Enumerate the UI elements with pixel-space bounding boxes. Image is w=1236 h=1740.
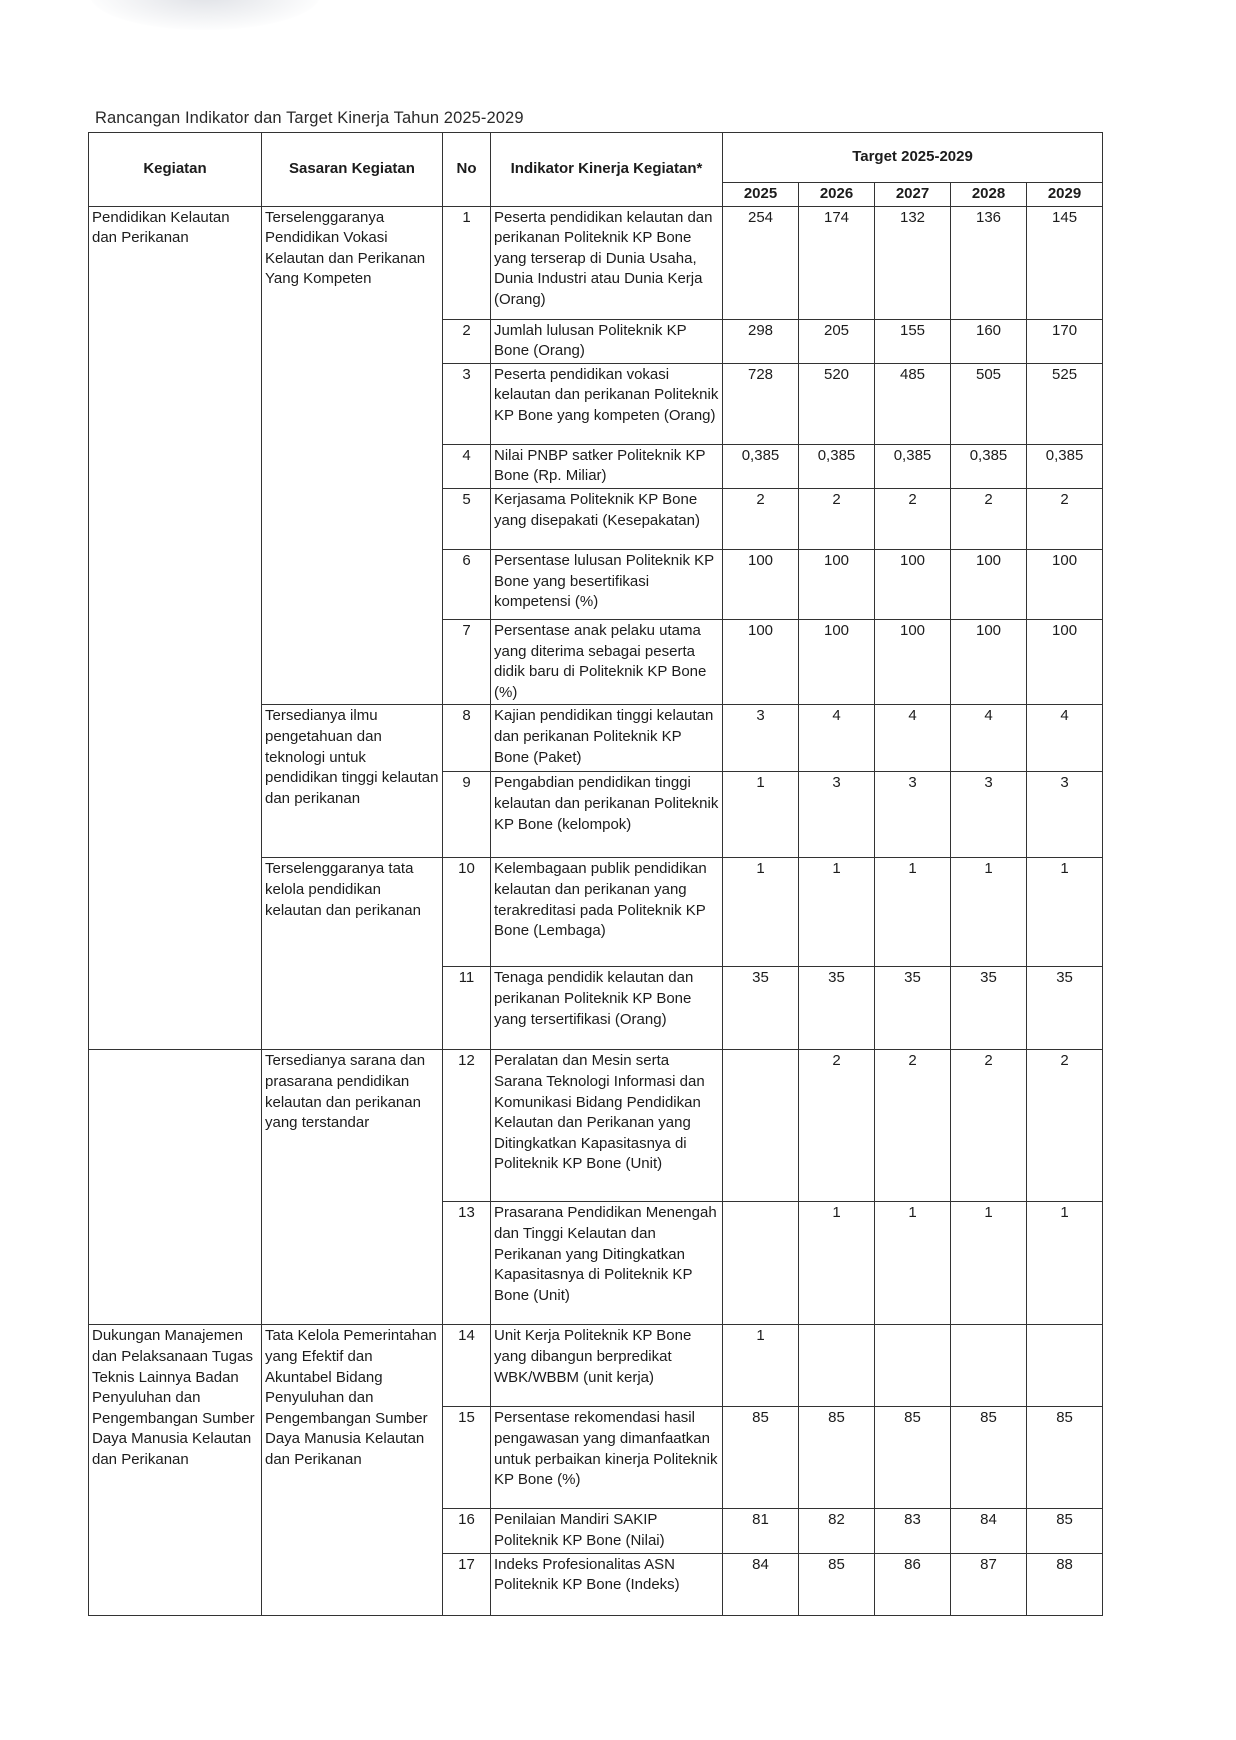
target-2026: 2	[799, 488, 875, 549]
target-2025: 0,385	[723, 444, 799, 488]
indikator-cell: Persentase anak pelaku utama yang diterima sebagai peserta didik baru di Politeknik KP Bone (%)	[491, 619, 723, 704]
target-2025	[723, 1050, 799, 1202]
target-2025: 35	[723, 967, 799, 1050]
indikator-cell: Unit Kerja Politeknik KP Bone yang dibangun berpredikat WBK/WBBM (unit kerja)	[491, 1325, 723, 1407]
row-number: 12	[443, 1050, 491, 1202]
target-2025	[723, 1202, 799, 1325]
target-2028: 35	[951, 967, 1027, 1050]
target-2029: 85	[1027, 1509, 1103, 1553]
indikator-cell: Indeks Profesionalitas ASN Politeknik KP Bone (Indeks)	[491, 1553, 723, 1615]
target-2028: 3	[951, 772, 1027, 858]
target-2026	[799, 1325, 875, 1407]
sasaran-cell: Terselenggaranya tata kelola pendidikan kelautan dan perikanan	[262, 858, 443, 1050]
target-2028: 100	[951, 619, 1027, 704]
target-2026: 100	[799, 549, 875, 619]
indikator-cell: Peserta pendidikan kelautan dan perikanan Politeknik KP Bone yang terserap di Dunia Usaha, Dunia Industri atau Dunia Kerja (Orang)	[491, 206, 723, 319]
target-2025: 1	[723, 772, 799, 858]
header-no: No	[443, 133, 491, 207]
target-2025: 1	[723, 1325, 799, 1407]
target-2028: 136	[951, 206, 1027, 319]
target-2029: 4	[1027, 705, 1103, 772]
target-2027: 85	[875, 1407, 951, 1509]
target-2027: 485	[875, 363, 951, 444]
target-2025: 84	[723, 1553, 799, 1615]
indikator-cell: Persentase rekomendasi hasil pengawasan yang dimanfaatkan untuk perbaikan kinerja Politeknik KP Bone (%)	[491, 1407, 723, 1509]
target-2026: 4	[799, 705, 875, 772]
target-2027: 2	[875, 488, 951, 549]
target-2026: 2	[799, 1050, 875, 1202]
row-number: 7	[443, 619, 491, 704]
target-2028: 160	[951, 319, 1027, 363]
target-2028: 505	[951, 363, 1027, 444]
row-number: 10	[443, 858, 491, 967]
header-indikator: Indikator Kinerja Kegiatan*	[491, 133, 723, 207]
target-2026: 35	[799, 967, 875, 1050]
indikator-cell: Persentase lulusan Politeknik KP Bone yang besertifikasi kompetensi (%)	[491, 549, 723, 619]
indikator-cell: Kerjasama Politeknik KP Bone yang disepakati (Kesepakatan)	[491, 488, 723, 549]
table-row	[89, 206, 1103, 319]
row-number: 2	[443, 319, 491, 363]
target-2026: 205	[799, 319, 875, 363]
target-2028: 2	[951, 1050, 1027, 1202]
row-number: 13	[443, 1202, 491, 1325]
header-year: 2029	[1027, 183, 1103, 207]
target-2026: 100	[799, 619, 875, 704]
target-2029: 145	[1027, 206, 1103, 319]
target-2028: 4	[951, 705, 1027, 772]
row-number: 8	[443, 705, 491, 772]
target-2028: 87	[951, 1553, 1027, 1615]
target-2026: 3	[799, 772, 875, 858]
target-2028	[951, 1325, 1027, 1407]
target-2025: 298	[723, 319, 799, 363]
kegiatan-cell: Pendidikan Kelautan dan Perikanan	[89, 206, 262, 1050]
target-2025: 728	[723, 363, 799, 444]
target-2027: 100	[875, 549, 951, 619]
sasaran-cell: Terselenggaranya Pendidikan Vokasi Kelautan dan Perikanan Yang Kompeten	[262, 206, 443, 705]
target-2029: 35	[1027, 967, 1103, 1050]
indikator-cell: Prasarana Pendidikan Menengah dan Tinggi Kelautan dan Perikanan yang Ditingkatkan Kapasitasnya di Politeknik KP Bone (Unit)	[491, 1202, 723, 1325]
row-number: 11	[443, 967, 491, 1050]
target-2029: 3	[1027, 772, 1103, 858]
scan-smudge	[90, 0, 320, 30]
target-2027: 155	[875, 319, 951, 363]
target-2025: 1	[723, 858, 799, 967]
target-2026: 85	[799, 1553, 875, 1615]
target-2025: 100	[723, 549, 799, 619]
target-2027: 0,385	[875, 444, 951, 488]
target-2029: 170	[1027, 319, 1103, 363]
row-number: 5	[443, 488, 491, 549]
target-2026: 0,385	[799, 444, 875, 488]
target-2027: 132	[875, 206, 951, 319]
header-sasaran: Sasaran Kegiatan	[262, 133, 443, 207]
target-2027: 35	[875, 967, 951, 1050]
target-2029: 100	[1027, 619, 1103, 704]
target-2029: 88	[1027, 1553, 1103, 1615]
indikator-cell: Peserta pendidikan vokasi kelautan dan perikanan Politeknik KP Bone yang kompeten (Orang)	[491, 363, 723, 444]
target-2025: 2	[723, 488, 799, 549]
row-number: 4	[443, 444, 491, 488]
indikator-cell: Kelembagaan publik pendidikan kelautan dan perikanan yang terakreditasi pada Politeknik KP Bone (Lembaga)	[491, 858, 723, 967]
target-2028: 85	[951, 1407, 1027, 1509]
sasaran-cell: Tata Kelola Pemerintahan yang Efektif dan Akuntabel Bidang Penyuluhan dan Pengembangan Sumber Daya Manusia Kelautan dan Perikanan	[262, 1325, 443, 1615]
row-number: 16	[443, 1509, 491, 1553]
document-title: Rancangan Indikator dan Target Kinerja Tahun 2025-2029	[95, 109, 524, 127]
indikator-cell: Kajian pendidikan tinggi kelautan dan perikanan Politeknik KP Bone (Paket)	[491, 705, 723, 772]
row-number: 9	[443, 772, 491, 858]
target-2029	[1027, 1325, 1103, 1407]
target-2029: 1	[1027, 858, 1103, 967]
target-2026: 174	[799, 206, 875, 319]
row-number: 17	[443, 1553, 491, 1615]
target-2026: 1	[799, 1202, 875, 1325]
target-2028: 2	[951, 488, 1027, 549]
target-2029: 85	[1027, 1407, 1103, 1509]
header-year: 2027	[875, 183, 951, 207]
kegiatan-cell: Dukungan Manajemen dan Pelaksanaan Tugas Teknis Lainnya Badan Penyuluhan dan Pengembangan Sumber Daya Manusia Kelautan dan Perikanan	[89, 1325, 262, 1615]
target-2025: 81	[723, 1509, 799, 1553]
table-row	[89, 1325, 1103, 1407]
target-2029: 0,385	[1027, 444, 1103, 488]
sasaran-cell: Tersedianya ilmu pengetahuan dan teknologi untuk pendidikan tinggi kelautan dan perikanan	[262, 705, 443, 858]
target-2025: 100	[723, 619, 799, 704]
target-2028: 1	[951, 1202, 1027, 1325]
target-2027: 4	[875, 705, 951, 772]
target-2025: 254	[723, 206, 799, 319]
header-year: 2025	[723, 183, 799, 207]
target-2028: 100	[951, 549, 1027, 619]
kegiatan-cell-empty	[89, 1050, 262, 1325]
indikator-cell: Pengabdian pendidikan tinggi kelautan dan perikanan Politeknik KP Bone (kelompok)	[491, 772, 723, 858]
target-2026: 520	[799, 363, 875, 444]
row-number: 6	[443, 549, 491, 619]
table-row	[89, 1050, 1103, 1202]
target-2027: 83	[875, 1509, 951, 1553]
target-2029: 2	[1027, 488, 1103, 549]
row-number: 14	[443, 1325, 491, 1407]
indikator-cell: Peralatan dan Mesin serta Sarana Teknologi Informasi dan Komunikasi Bidang Pendidikan Kelautan dan Perikanan yang Ditingkatkan Kapasitasnya di Politeknik KP Bone (Unit)	[491, 1050, 723, 1202]
indikator-cell: Tenaga pendidik kelautan dan perikanan Politeknik KP Bone yang tersertifikasi (Orang)	[491, 967, 723, 1050]
indikator-cell: Penilaian Mandiri SAKIP Politeknik KP Bone (Nilai)	[491, 1509, 723, 1553]
target-2029: 100	[1027, 549, 1103, 619]
target-2026: 85	[799, 1407, 875, 1509]
indikator-cell: Jumlah lulusan Politeknik KP Bone (Orang)	[491, 319, 723, 363]
target-2026: 1	[799, 858, 875, 967]
row-number: 1	[443, 206, 491, 319]
target-2027: 3	[875, 772, 951, 858]
target-2025: 85	[723, 1407, 799, 1509]
target-2027: 86	[875, 1553, 951, 1615]
indikator-cell: Nilai PNBP satker Politeknik KP Bone (Rp. Miliar)	[491, 444, 723, 488]
header-kegiatan: Kegiatan	[89, 133, 262, 207]
target-2026: 82	[799, 1509, 875, 1553]
sasaran-cell: Tersedianya sarana dan prasarana pendidikan kelautan dan perikanan yang terstandar	[262, 1050, 443, 1325]
target-2027: 1	[875, 1202, 951, 1325]
target-2028: 1	[951, 858, 1027, 967]
target-2027: 2	[875, 1050, 951, 1202]
header-year: 2028	[951, 183, 1027, 207]
target-2025: 3	[723, 705, 799, 772]
target-2028: 84	[951, 1509, 1027, 1553]
target-2027	[875, 1325, 951, 1407]
row-number: 15	[443, 1407, 491, 1509]
target-2029: 2	[1027, 1050, 1103, 1202]
target-2027: 100	[875, 619, 951, 704]
header-target: Target 2025-2029	[723, 133, 1103, 183]
header-year: 2026	[799, 183, 875, 207]
row-number: 3	[443, 363, 491, 444]
target-2029: 1	[1027, 1202, 1103, 1325]
target-2028: 0,385	[951, 444, 1027, 488]
target-2027: 1	[875, 858, 951, 967]
target-2029: 525	[1027, 363, 1103, 444]
target-table	[88, 132, 1103, 1616]
